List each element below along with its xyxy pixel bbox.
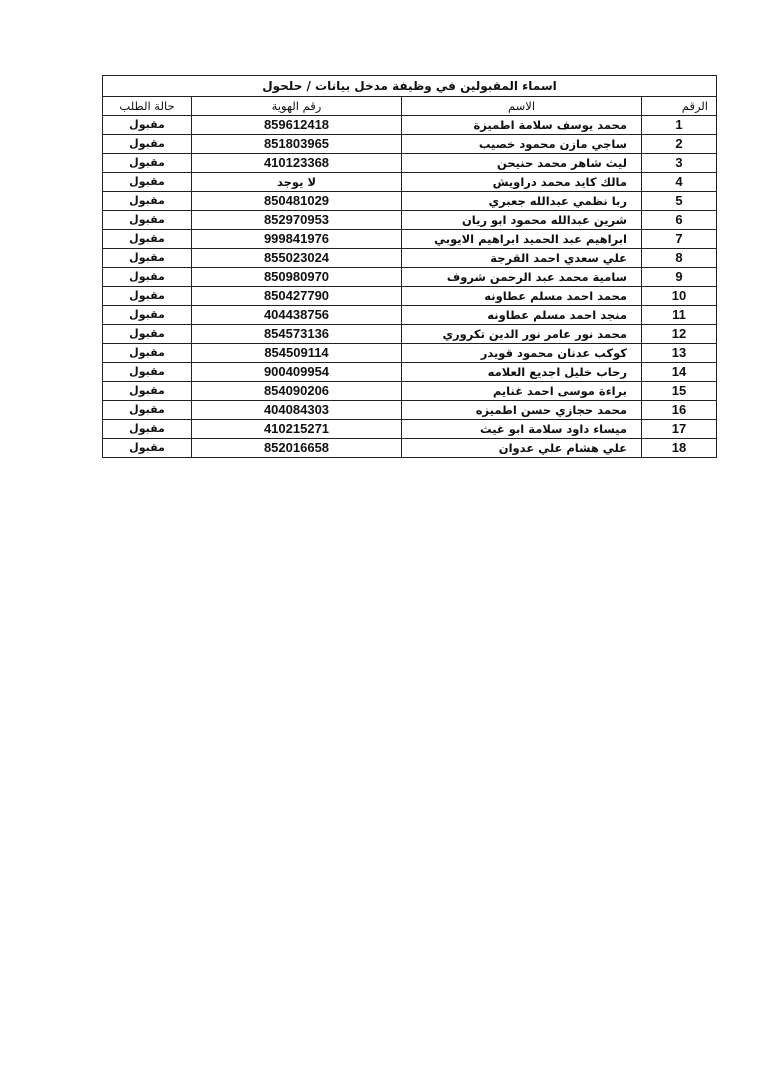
column-header-number: الرقم <box>642 97 717 116</box>
row-status: مقبول <box>103 344 192 363</box>
table-title: اسماء المقبولين في وظيفة مدخل بيانات / حلحول <box>103 76 717 97</box>
row-number: 10 <box>642 287 717 306</box>
table-row <box>103 230 717 249</box>
row-number: 6 <box>642 211 717 230</box>
row-name: محمد احمد مسلم عطاونه <box>402 287 642 306</box>
row-status: مقبول <box>103 287 192 306</box>
row-id-number: 404084303 <box>192 401 402 420</box>
row-status: مقبول <box>103 116 192 135</box>
row-number: 4 <box>642 173 717 192</box>
row-number: 12 <box>642 325 717 344</box>
row-name: كوكب عدنان محمود قويدر <box>402 344 642 363</box>
row-id-number: 850427790 <box>192 287 402 306</box>
row-status: مقبول <box>103 211 192 230</box>
row-id-number: 999841976 <box>192 230 402 249</box>
table-body <box>103 116 717 458</box>
table-row <box>103 173 717 192</box>
row-name: ربا نظمي عبدالله جعبري <box>402 192 642 211</box>
row-number: 3 <box>642 154 717 173</box>
column-header-id: رقم الهوية <box>192 97 402 116</box>
row-name: محمد نور عامر نور الدين تكروري <box>402 325 642 344</box>
row-status: مقبول <box>103 401 192 420</box>
row-id-number: 854573136 <box>192 325 402 344</box>
row-id-number: 410123368 <box>192 154 402 173</box>
row-number: 7 <box>642 230 717 249</box>
table-row <box>103 363 717 382</box>
row-id-number: 850481029 <box>192 192 402 211</box>
row-number: 13 <box>642 344 717 363</box>
table-row <box>103 306 717 325</box>
row-number: 18 <box>642 439 717 458</box>
row-id-number: 404438756 <box>192 306 402 325</box>
row-status: مقبول <box>103 192 192 211</box>
row-id-number: لا يوجد <box>192 173 402 192</box>
row-name: ميساء داود سلامة ابو غيث <box>402 420 642 439</box>
table-row <box>103 249 717 268</box>
row-number: 5 <box>642 192 717 211</box>
table-row <box>103 344 717 363</box>
row-status: مقبول <box>103 439 192 458</box>
row-id-number: 851803965 <box>192 135 402 154</box>
row-status: مقبول <box>103 268 192 287</box>
row-name: براءة موسى احمد غنايم <box>402 382 642 401</box>
table-header-row <box>103 97 717 116</box>
table-row <box>103 401 717 420</box>
table-row <box>103 135 717 154</box>
row-id-number: 854090206 <box>192 382 402 401</box>
row-status: مقبول <box>103 325 192 344</box>
row-number: 14 <box>642 363 717 382</box>
row-id-number: 850980970 <box>192 268 402 287</box>
table-row <box>103 192 717 211</box>
row-id-number: 900409954 <box>192 363 402 382</box>
row-id-number: 859612418 <box>192 116 402 135</box>
row-status: مقبول <box>103 173 192 192</box>
table-row <box>103 287 717 306</box>
row-number: 15 <box>642 382 717 401</box>
row-name: محمد حجازي حسن اطميزه <box>402 401 642 420</box>
row-name: ابراهيم عبد الحميد ابراهيم الايوبي <box>402 230 642 249</box>
row-id-number: 410215271 <box>192 420 402 439</box>
row-number: 2 <box>642 135 717 154</box>
row-name: سامية محمد عبد الرحمن شروف <box>402 268 642 287</box>
row-status: مقبول <box>103 249 192 268</box>
row-number: 11 <box>642 306 717 325</box>
row-number: 17 <box>642 420 717 439</box>
table-row <box>103 439 717 458</box>
column-header-status: حالة الطلب <box>103 97 192 116</box>
row-status: مقبول <box>103 154 192 173</box>
column-header-name: الاسم <box>402 97 642 116</box>
row-name: محمد يوسف سلامة اطميزة <box>402 116 642 135</box>
row-status: مقبول <box>103 230 192 249</box>
table-row <box>103 116 717 135</box>
row-number: 16 <box>642 401 717 420</box>
table-row <box>103 268 717 287</box>
row-status: مقبول <box>103 306 192 325</box>
table-row <box>103 325 717 344</box>
row-name: شرين عبدالله محمود ابو ريان <box>402 211 642 230</box>
row-id-number: 852016658 <box>192 439 402 458</box>
table-row <box>103 154 717 173</box>
row-status: مقبول <box>103 135 192 154</box>
row-name: رحاب خليل اجديع العلامه <box>402 363 642 382</box>
row-status: مقبول <box>103 363 192 382</box>
row-name: ليث شاهر محمد حنيحن <box>402 154 642 173</box>
row-name: منجد احمد مسلم عطاونه <box>402 306 642 325</box>
table-row <box>103 211 717 230</box>
row-number: 9 <box>642 268 717 287</box>
table-title-row <box>103 76 717 97</box>
row-id-number: 854509114 <box>192 344 402 363</box>
row-id-number: 855023024 <box>192 249 402 268</box>
row-name: علي هشام علي عدوان <box>402 439 642 458</box>
row-id-number: 852970953 <box>192 211 402 230</box>
row-status: مقبول <box>103 382 192 401</box>
row-name: ساجي مازن محمود خصيب <box>402 135 642 154</box>
table-row <box>103 420 717 439</box>
row-number: 1 <box>642 116 717 135</box>
accepted-list-sheet <box>102 75 716 458</box>
row-name: مالك كايد محمد دراويش <box>402 173 642 192</box>
accepted-applicants-table <box>102 75 717 458</box>
table-row <box>103 382 717 401</box>
row-number: 8 <box>642 249 717 268</box>
row-status: مقبول <box>103 420 192 439</box>
row-name: علي سعدي احمد القرجة <box>402 249 642 268</box>
